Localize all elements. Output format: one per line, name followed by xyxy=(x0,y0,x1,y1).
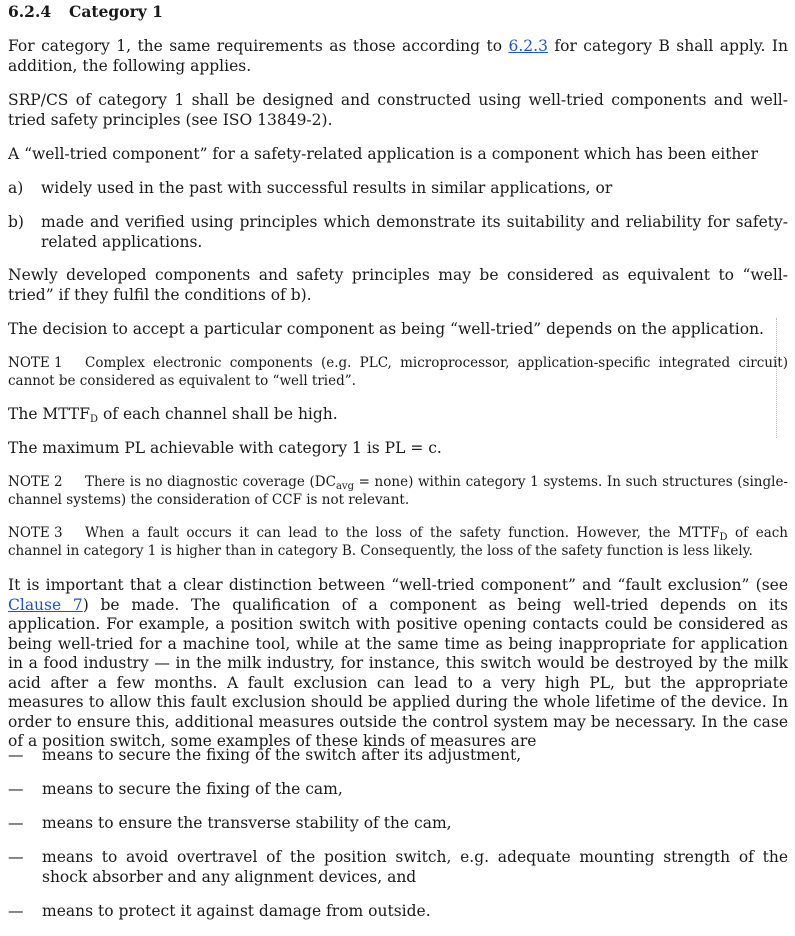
link-clause-7[interactable]: Clause 7 xyxy=(8,595,83,614)
dash-marker: — xyxy=(8,902,24,920)
paragraph-max-pl: The maximum PL achievable with category 1 is PL = c. xyxy=(8,439,442,457)
note-label: NOTE 1 xyxy=(8,355,63,371)
paragraph-fault-exclusion: It is important that a clear distinction between “well-tried component” and “fault exclusion” (see Clause 7) be made. The qualification of a component as being well-tried depends on its application. For example, a position switch with positive opening contacts could be considered as being well-tried for a machine tool, while at the same time as being inappropriate for application in a food industry — in the milk industry, for instance, this switch would be destroyed by the milk acid after a few months. A fault exclusion can lead to a very high PL, but the appropriate measures to allow this fault exclusion should be applied during the whole lifetime of the device. In order to ensure this, additional measures outside the control system may be necessary. In the case of a position switch, some examples of these kinds of measures are xyxy=(8,576,788,750)
dash-marker: — xyxy=(8,780,24,798)
list-item-a xyxy=(8,179,788,199)
list-text: means to secure the fixing of the switch after its adjustment, xyxy=(42,746,522,764)
dash-item-2 xyxy=(8,780,788,800)
list-text: means to secure the fixing of the cam, xyxy=(42,780,343,798)
list-marker: a) xyxy=(8,179,24,197)
dash-marker: — xyxy=(8,746,24,764)
list-text: made and verified using principles which demonstrate its suitability and reliability for safety-related applications. xyxy=(41,213,788,251)
dash-item-4 xyxy=(8,848,788,887)
paragraph-new-components: Newly developed components and safety principles may be considered as equivalent to “well-tried” if they fulfil the conditions of b). xyxy=(8,266,788,304)
dash-marker: — xyxy=(8,814,24,832)
note-text: Complex electronic components (e.g. PLC, microprocessor, application-specific integrated circuit) cannot be considered as equivalent to “well tried”. xyxy=(8,355,788,389)
paragraph-requirements: For category 1, the same requirements as those according to 6.2.3 for category B shall apply. In addition, the following applies. xyxy=(8,37,788,75)
paragraph-srpcs: SRP/CS of category 1 shall be designed and constructed using well-tried components and well-tried safety principles (see ISO 13849-2). xyxy=(8,91,788,129)
section-title: Category 1 xyxy=(69,2,163,21)
dash-item-1 xyxy=(8,746,788,766)
section-number: 6.2.4 xyxy=(8,2,52,21)
note-1 xyxy=(8,354,788,390)
note-2: NOTE 2 There is no diagnostic coverage ($DC_{avg}$ = none) within category 1 systems. In such structures (single-channel systems) the consideration of CCF is not relevant. xyxy=(8,474,788,508)
list-text: means to avoid overtravel of the position switch, e.g. adequate mounting strength of the shock absorber and any alignment devices, and xyxy=(42,848,788,886)
list-marker: b) xyxy=(8,213,24,231)
link-6-2-3[interactable]: 6.2.3 xyxy=(508,37,548,55)
note-label: NOTE 3 xyxy=(8,525,63,541)
note-3: NOTE 3 When a fault occurs it can lead to the loss of the safety function. However, the $MTTF_D$ of each channel in category 1 is higher than in category B. Consequently, the loss of the safety function is less likely. xyxy=(8,525,789,559)
note-label: NOTE 2 xyxy=(8,474,63,490)
paragraph-decision: The decision to accept a particular component as being “well-tried” depends on the application. xyxy=(8,320,764,338)
dash-item-3 xyxy=(8,814,788,834)
paragraph-mttfd: The $MTTF_D$ of each channel shall be high. xyxy=(8,405,338,425)
list-item-b xyxy=(8,213,788,252)
list-text: means to protect it against damage from outside. xyxy=(42,902,431,920)
list-text: widely used in the past with successful results in similar applications, or xyxy=(41,179,613,197)
section-heading xyxy=(8,2,163,21)
dash-marker: — xyxy=(8,848,24,866)
paragraph-well-tried-definition: A “well-tried component” for a safety-related application is a component which has been either xyxy=(8,145,758,163)
dash-item-5 xyxy=(8,902,788,922)
margin-divider xyxy=(776,318,777,438)
list-text: means to ensure the transverse stability of the cam, xyxy=(42,814,452,832)
